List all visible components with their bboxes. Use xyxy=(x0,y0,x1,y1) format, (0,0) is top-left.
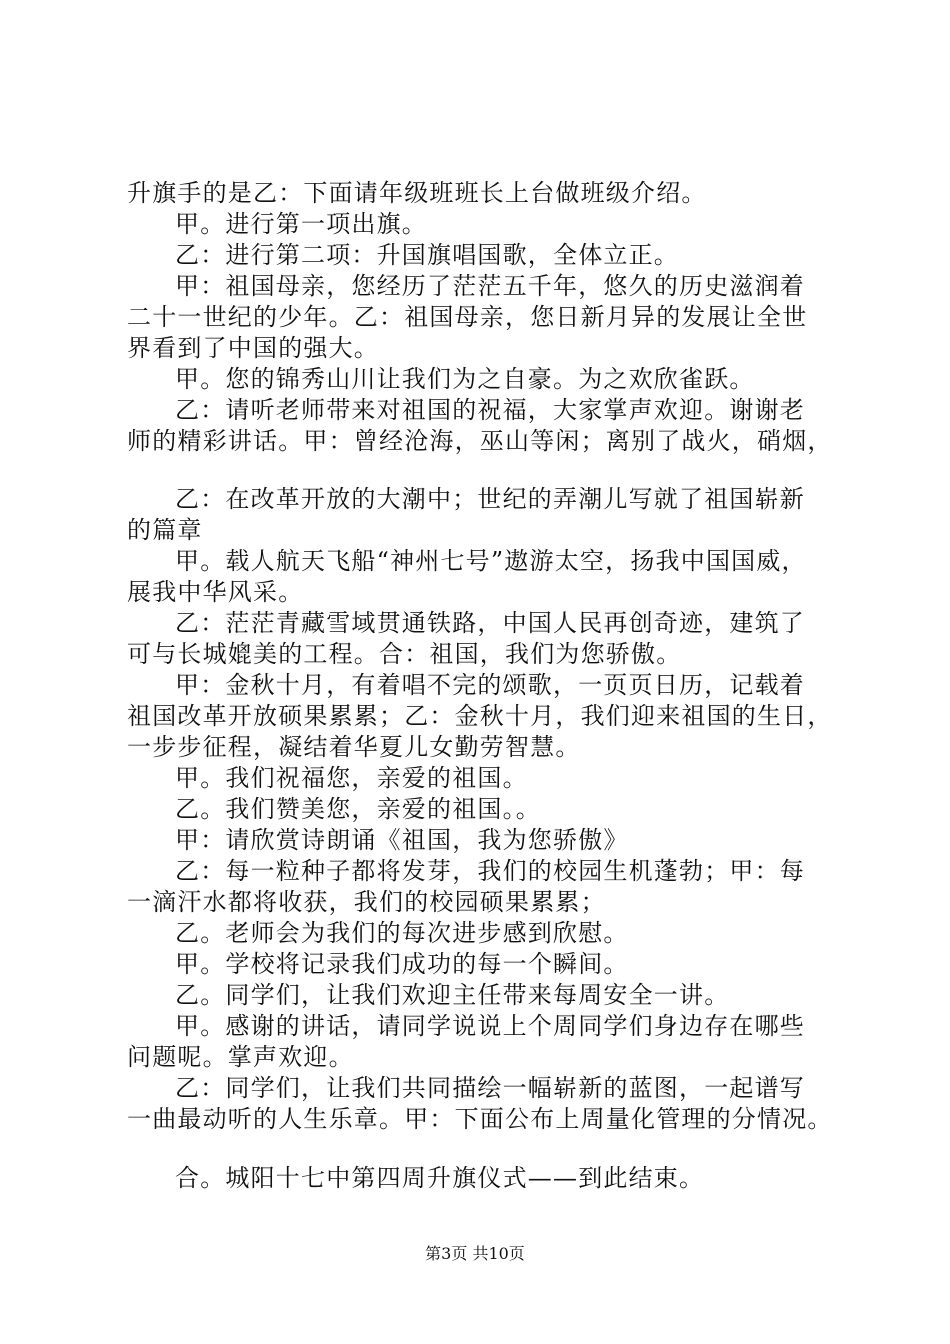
text-line: 甲。您的锦秀山川让我们为之自豪。为之欢欣雀跃。 xyxy=(175,365,755,393)
text-line: 师的精彩讲话。甲：曾经沧海，巫山等闲；离别了战火，硝烟， xyxy=(127,427,833,455)
text-line: 甲：请欣赏诗朗诵《祖国，我为您骄傲》 xyxy=(175,826,629,854)
text-line: 一步步征程，凝结着华夏儿女勤劳智慧。 xyxy=(127,733,581,761)
text-line: 乙：同学们，让我们共同描绘一幅崭新的蓝图，一起谱写 xyxy=(175,1074,805,1102)
text-line: 界看到了中国的强大。 xyxy=(127,334,379,362)
page-number: 第3页 共10页 xyxy=(425,1244,525,1263)
text-line: 甲。学校将记录我们成功的每一个瞬间。 xyxy=(175,950,629,978)
text-line: 问题呢。掌声欢迎。 xyxy=(127,1043,354,1071)
text-line: 乙。同学们，让我们欢迎主任带来每周安全一讲。 xyxy=(175,981,730,1009)
text-line: 二十一世纪的少年。乙：祖国母亲，您日新月异的发展让全世 xyxy=(127,303,808,331)
text-line: 乙：在改革开放的大潮中；世纪的弄潮儿写就了祖国崭新 xyxy=(175,485,805,513)
text-line: 甲。感谢的讲话，请同学说说上个周同学们身边存在哪些 xyxy=(175,1012,805,1040)
text-line: 乙：每一粒种子都将发芽，我们的校园生机蓬勃；甲：每 xyxy=(175,857,805,885)
text-line: 一曲最动听的人生乐章。甲：下面公布上周量化管理的分情况。 xyxy=(127,1105,833,1133)
text-line: 乙。老师会为我们的每次进步感到欣慰。 xyxy=(175,919,629,947)
text-line: 乙：请听老师带来对祖国的祝福，大家掌声欢迎。谢谢老 xyxy=(175,396,805,424)
text-line: 乙。我们赞美您，亲爱的祖国。。 xyxy=(175,795,541,823)
text-line: 一滴汗水都将收获，我们的校园硕果累累； xyxy=(127,888,606,916)
text-line: 乙：进行第二项：升国旗唱国歌，全体立正。 xyxy=(175,241,679,269)
text-line: 甲。载人航天飞船“神州七号”遨游太空，扬我中国国威， xyxy=(175,547,807,575)
text-line: 甲。我们祝福您，亲爱的祖国。 xyxy=(175,764,528,792)
text-line: 的篇章 xyxy=(127,516,203,544)
text-line: 展我中华风采。 xyxy=(127,578,304,606)
text-line: 甲：祖国母亲，您经历了茫茫五千年，悠久的历史滋润着 xyxy=(175,272,805,300)
text-line: 乙：茫茫青藏雪域贯通铁路，中国人民再创奇迹，建筑了 xyxy=(175,609,805,637)
text-line: 升旗手的是乙：下面请年级班班长上台做班级介绍。 xyxy=(127,179,707,207)
text-line: 甲。进行第一项出旗。 xyxy=(175,210,427,238)
text-line: 合。城阳十七中第四周升旗仪式——到此结束。 xyxy=(175,1164,705,1192)
text-line: 甲：金秋十月，有着唱不完的颂歌，一页页日历，记载着 xyxy=(175,671,805,699)
text-line: 祖国改革开放硕果累累；乙：金秋十月，我们迎来祖国的生日， xyxy=(127,702,833,730)
text-line: 可与长城媲美的工程。合：祖国，我们为您骄傲。 xyxy=(127,640,682,668)
